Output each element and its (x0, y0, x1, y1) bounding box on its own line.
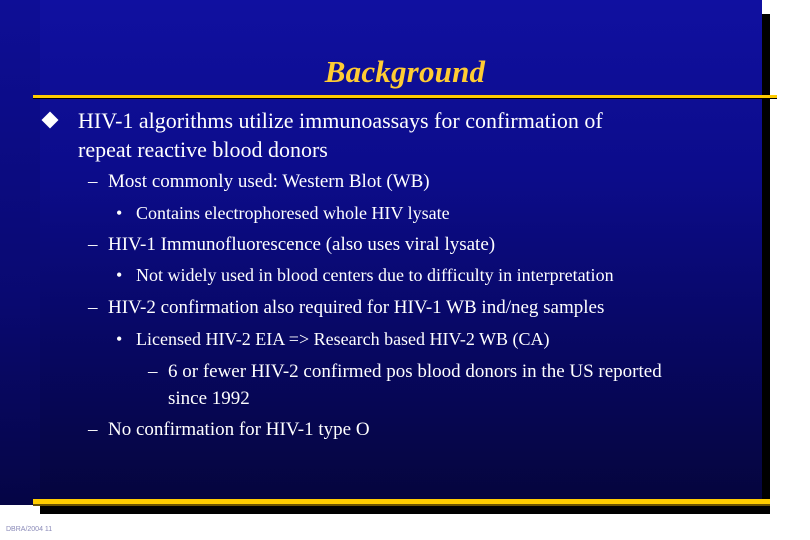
sub-bullet-text: HIV-1 Immunofluorescence (also uses viral lysate) (108, 234, 496, 255)
dot-marker: • (116, 203, 123, 223)
slide-title: Background (324, 54, 486, 89)
dash-marker: – (148, 361, 158, 382)
bullet-text-continued: repeat reactive blood donors (78, 137, 328, 162)
dot-marker: • (116, 265, 123, 285)
dot-marker: • (116, 329, 123, 349)
sub-bullet-text: Most commonly used: Western Blot (WB) (108, 171, 430, 192)
sub-bullet-text: No confirmation for HIV-1 type O (108, 419, 370, 440)
diamond-bullet-icon (42, 112, 59, 129)
sub-sub-bullet-text: Not widely used in blood centers due to difficulty in interpretation (136, 265, 614, 285)
sub-sub-bullet-text: Contains electrophoresed whole HIV lysate (136, 203, 450, 223)
dash-marker: – (88, 171, 98, 192)
level4-bullet-text: 6 or fewer HIV-2 confirmed pos blood donors in the US reported (168, 361, 662, 382)
level4-bullet-text-continued: since 1992 (168, 388, 250, 409)
dash-marker: – (88, 297, 98, 318)
slide-footer: DBRA/2004 11 (6, 526, 53, 533)
dash-marker: – (88, 234, 98, 255)
sub-bullet-text: HIV-2 confirmation also required for HIV-1 WB ind/neg samples (108, 297, 605, 318)
sub-sub-bullet-text: Licensed HIV-2 EIA => Research based HIV-2 WB (CA) (136, 329, 550, 349)
bullet-text: HIV-1 algorithms utilize immunoassays for confirmation of (78, 108, 603, 133)
dash-marker: – (88, 419, 98, 440)
